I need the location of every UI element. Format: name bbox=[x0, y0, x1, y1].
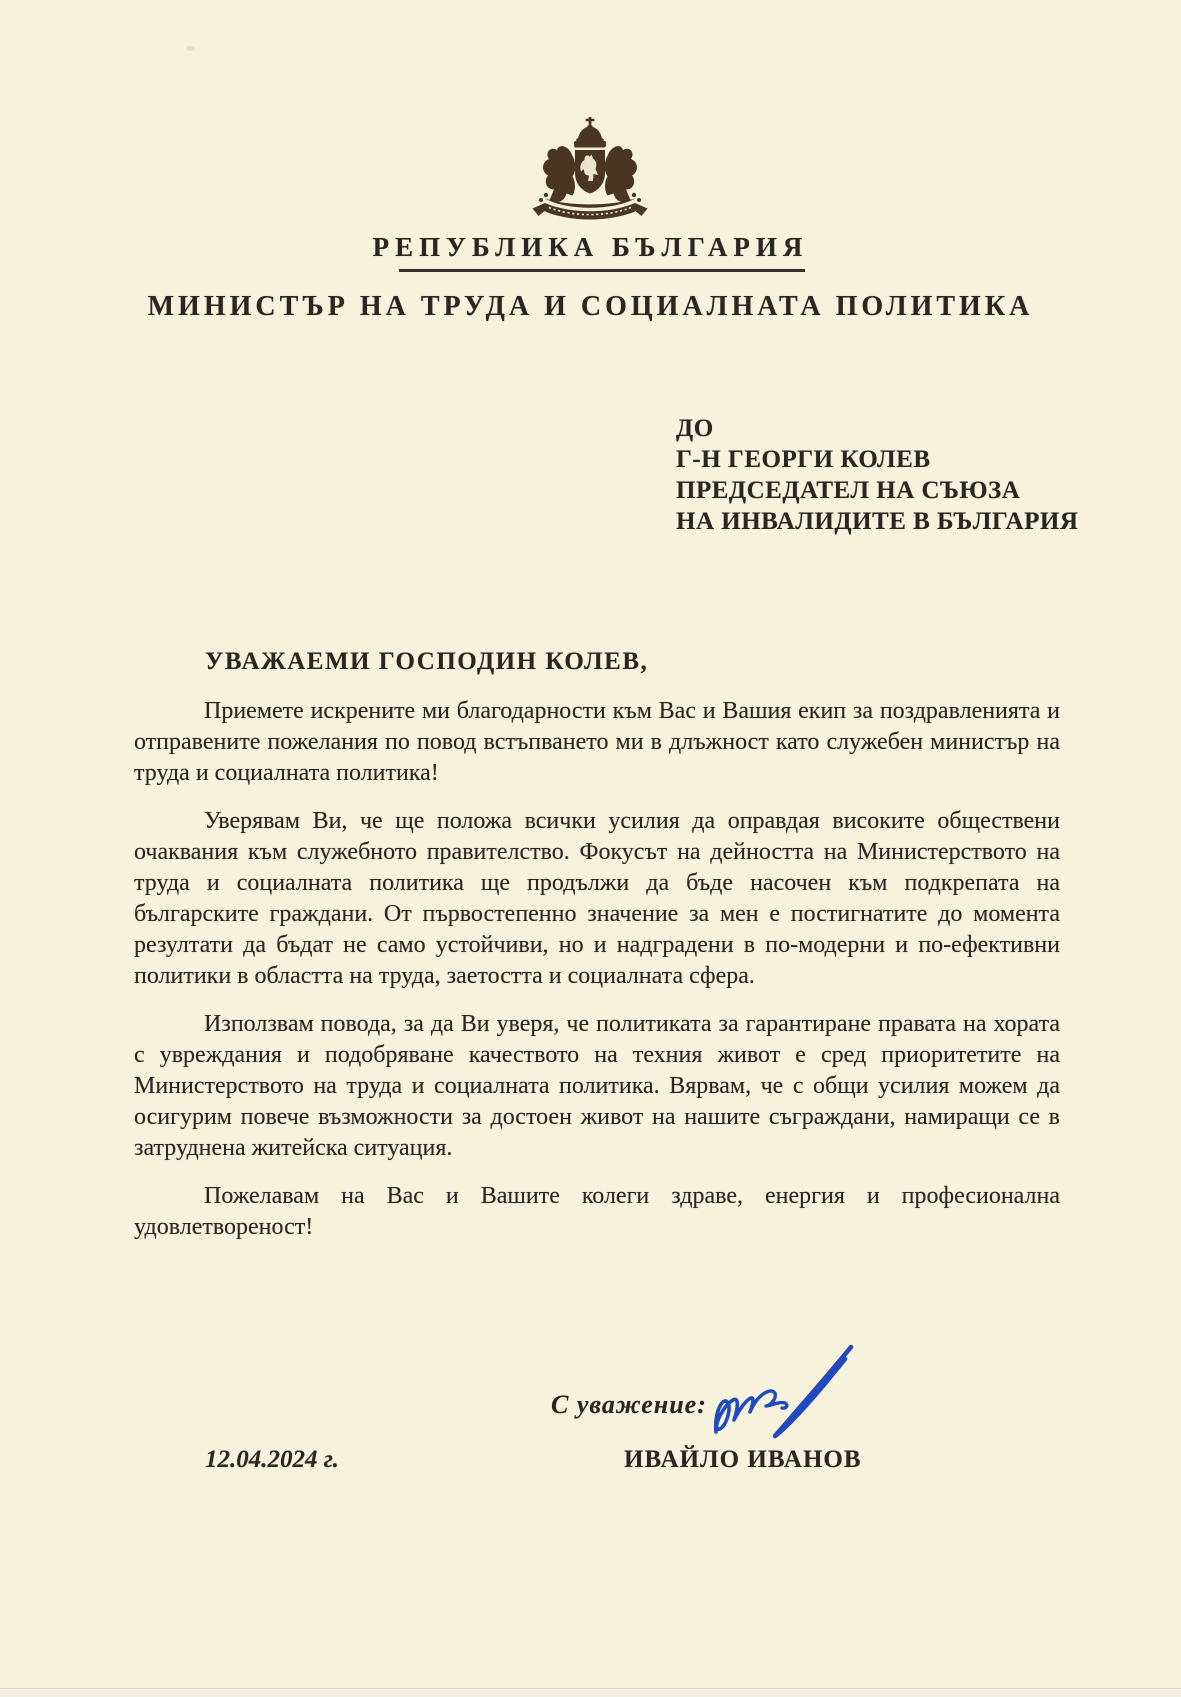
paragraph-wishes: Пожелавам на Вас и Вашите колеги здраве, енергия и професионална удовлетвореност! bbox=[134, 1183, 1060, 1240]
bulgaria-coat-of-arms-icon bbox=[528, 117, 652, 225]
salutation: УВАЖАЕМИ ГОСПОДИН КОЛЕВ, bbox=[205, 648, 649, 675]
addressee-line-role: ПРЕДСЕДАТЕЛ НА СЪЮЗА bbox=[676, 477, 1021, 504]
scan-speck bbox=[186, 46, 195, 51]
paragraph-thanks: Приемете искрените ми благодарности към Вас и Вашия екип за поздравленията и отправените пожелания по повод встъпването ми в длъжност като служебен министър на труда и социалната политика! bbox=[134, 698, 1060, 786]
handwritten-signature-icon bbox=[678, 1334, 878, 1454]
header-divider bbox=[399, 269, 805, 272]
paragraph-assurance: Уверявам Ви, че ще положа всички усилия да оправдая високите обществени очаквания към служебното правителство. Фокусът на дейността на Министерството на труда и социалната политика ще продължи да бъде насочен към подкрепата на българските граждани. От първостепенно значение за мен е постигнатите до момента резултати да бъдат не само устойчиви, но и надградени в по-модерни и по-ефективни политики в областта на труда, заетостта и социалната сфера. bbox=[134, 808, 1060, 989]
signer-name: ИВАЙЛО ИВАНОВ bbox=[624, 1446, 862, 1473]
scan-edge bbox=[0, 1688, 1181, 1697]
minister-title: МИНИСТЪР НА ТРУДА И СОЦИАЛНАТА ПОЛИТИКА bbox=[147, 291, 1034, 322]
letter-body bbox=[134, 696, 1060, 1260]
addressee-block bbox=[676, 413, 1078, 537]
letter-date: 12.04.2024 г. bbox=[205, 1446, 339, 1473]
addressee-line-name: Г-Н ГЕОРГИ КОЛЕВ bbox=[676, 446, 931, 473]
addressee-line-org: НА ИНВАЛИДИТЕ В БЪЛГАРИЯ bbox=[676, 508, 1079, 535]
addressee-line-to: ДО bbox=[676, 415, 714, 442]
closing-label: С уважение: bbox=[551, 1390, 707, 1419]
country-title: РЕПУБЛИКА БЪЛГАРИЯ bbox=[372, 232, 809, 262]
paragraph-priorities: Използвам повода, за да Ви уверя, че политиката за гарантиране правата на хората с увреждания и подобряване качеството на техния живот е сред приоритетите на Министерството на труда и социалната политика. Вярвам, че с общи усилия можем да осигурим повече възможности за достоен живот на нашите съграждани, намиращи се в затруднена житейска ситуация. bbox=[134, 1011, 1060, 1161]
